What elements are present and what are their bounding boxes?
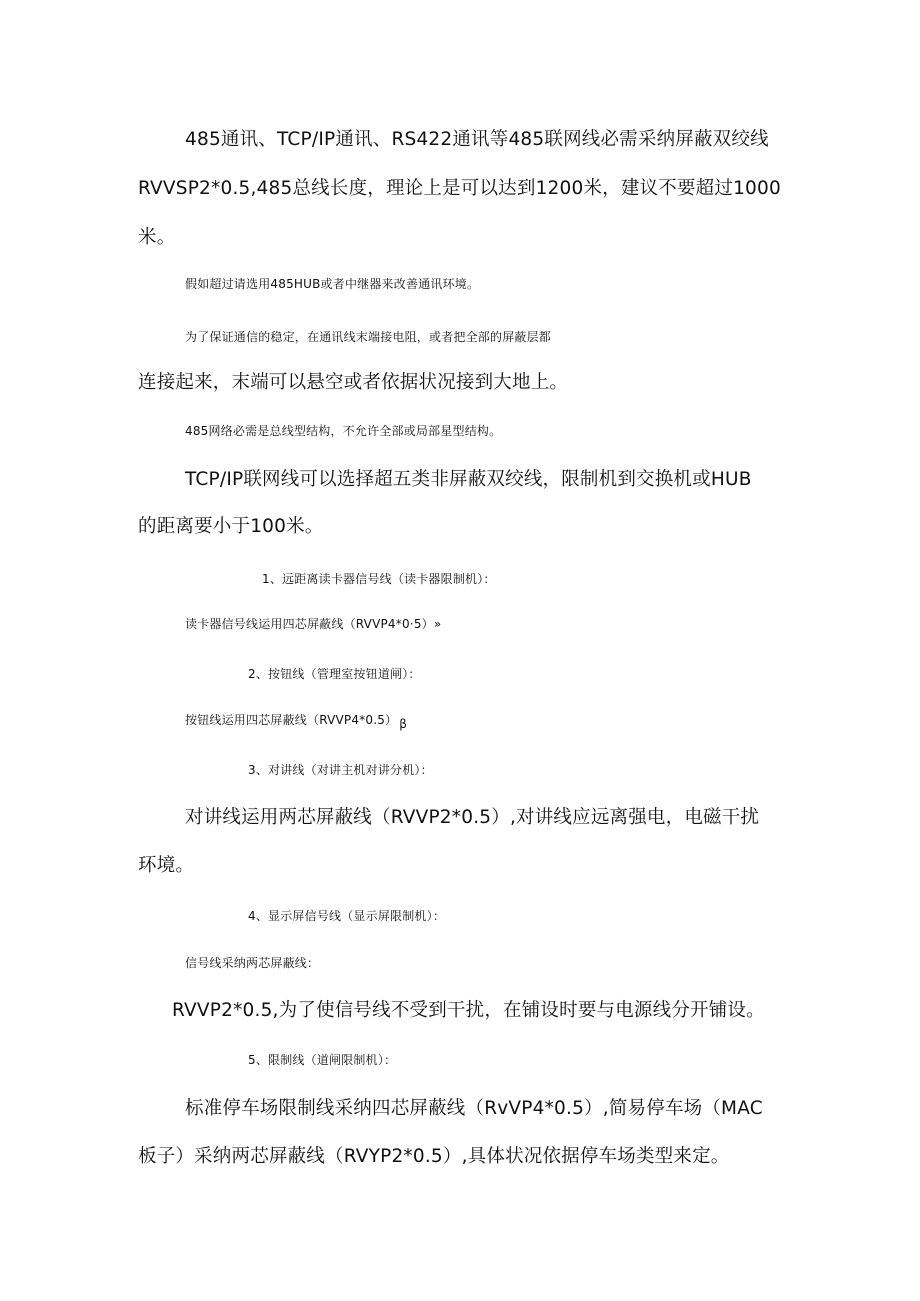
- section-body-line: 读卡器信号线运用四芯屏蔽线（RVVP4*0·5）»: [185, 617, 442, 631]
- section-heading: 4、显示屏信号线（显示屏限制机）：: [248, 909, 446, 923]
- paragraph-line: TCP/IP联网线可以选择超五类非屏蔽双绞线，限制机到交换机或HUB: [185, 469, 752, 490]
- paragraph-line: RVVSP2*0.5,485总线长度，理论上是可以达到1200米，建议不要超过1000: [138, 178, 781, 199]
- section-heading: 5、限制线（道闸限制机）：: [248, 1053, 397, 1067]
- section-body-suffix: β: [399, 717, 408, 731]
- section-body-text: 按钮线运用四芯屏蔽线（RVVP4*0.5）: [185, 713, 398, 727]
- section-body-line: 信号线采纳两芯屏蔽线：: [185, 956, 320, 970]
- section-body-line: 环境。: [138, 855, 195, 876]
- paragraph-line: 连接起来，末端可以悬空或者依据状况接到大地上。: [138, 372, 569, 393]
- section-heading: 1、远距离读卡器信号线（读卡器限制机）：: [262, 572, 496, 586]
- paragraph-line: 485网络必需是总线型结构，不允许全部或局部星型结构。: [185, 424, 502, 438]
- section-heading: 2、按钮线（管理室按钮道闸）：: [248, 667, 421, 681]
- paragraph-line: 为了保证通信的稳定，在通讯线末端接电阻，或者把全部的屏蔽层都: [185, 330, 552, 344]
- section-body-line: RVVP2*0.5,为了使信号线不受到干扰，在铺设时要与电源线分开铺设。: [172, 1000, 765, 1021]
- section-body-line: 板子）采纳两芯屏蔽线（RVYP2*0.5）,具体状况依据停车场类型来定。: [138, 1146, 730, 1167]
- section-body-line: 对讲线运用两芯屏蔽线（RVVP2*0.5）,对讲线应远离强电，电磁干扰: [185, 807, 760, 828]
- paragraph-line: 米。: [138, 227, 176, 248]
- paragraph-line: 假如超过请选用485HUB或者中继器来改善通讯环境。: [185, 277, 480, 291]
- paragraph-line: 的距离要小于100米。: [138, 516, 324, 537]
- section-body-line: [185, 705, 835, 739]
- section-heading: 3、对讲线（对讲主机对讲分机）：: [248, 763, 433, 777]
- paragraph-line: 485通讯、TCP/IP通讯、RS422通讯等485联网线必需采纳屏蔽双绞线: [185, 129, 769, 150]
- section-body-line: 标准停车场限制线采纳四芯屏蔽线（RvVP4*0.5）,简易停车场（MAC: [185, 1098, 763, 1119]
